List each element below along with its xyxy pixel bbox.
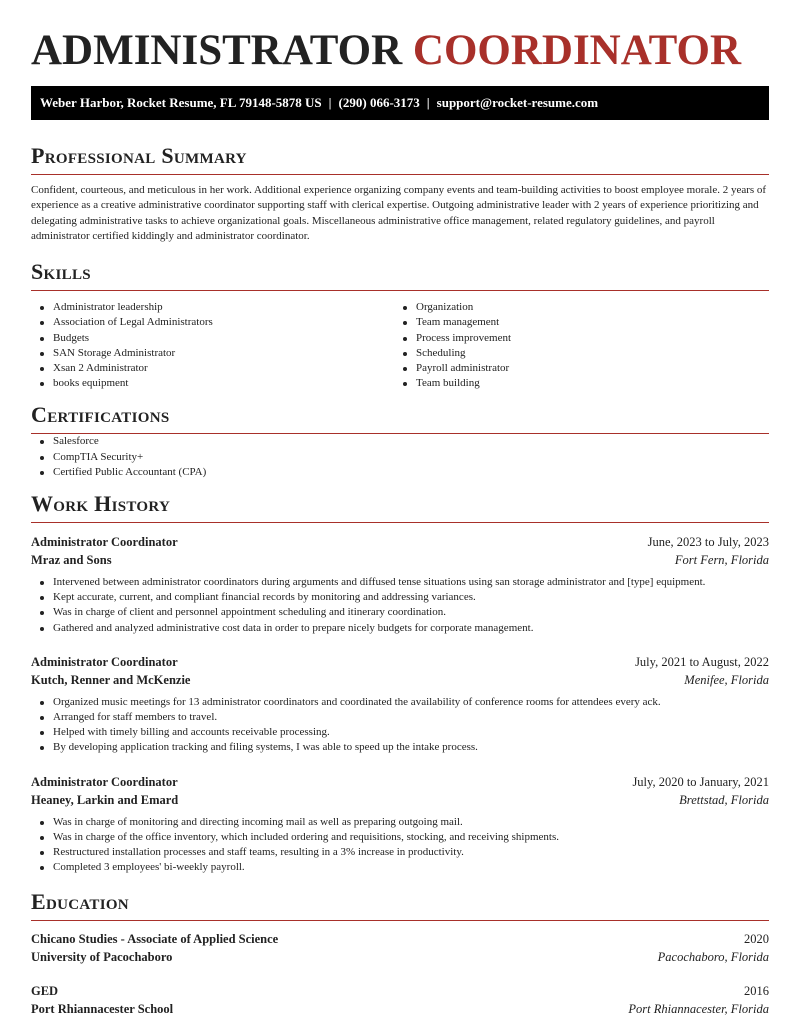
skill-item: Team building	[394, 376, 757, 391]
job-bullet: Was in charge of client and personnel appointment scheduling and itinerary coordination.	[31, 605, 769, 620]
contact-address: Weber Harbor, Rocket Resume, FL 79148-5878 US	[40, 95, 322, 110]
job-company-row	[31, 551, 769, 569]
contact-separator: |	[426, 95, 430, 110]
job-company: Heaney, Larkin and Emard	[31, 792, 179, 807]
education-location: Port Rhiannacester, Florida	[628, 1002, 769, 1017]
job-entry	[31, 533, 769, 636]
education-year: 2016	[744, 984, 769, 999]
job-bullet: Kept accurate, current, and compliant financial records by monitoring and addressing variances.	[31, 590, 769, 605]
job-bullets	[31, 695, 769, 756]
job-company: Mraz and Sons	[31, 553, 112, 568]
job-company: Kutch, Renner and McKenzie	[31, 672, 191, 687]
job-header-row	[31, 533, 769, 551]
job-bullet: Helped with timely billing and accounts receivable processing.	[31, 725, 769, 740]
certification-item: Certified Public Accountant (CPA)	[31, 465, 769, 480]
job-dates: July, 2021 to August, 2022	[635, 654, 769, 669]
education-school: University of Pacochaboro	[31, 950, 173, 965]
job-location: Brettstad, Florida	[679, 792, 769, 807]
education-entry	[31, 982, 769, 1018]
job-bullet: Intervened between administrator coordinators during arguments and diffused tense situations using san storage administrator and [type] equipment.	[31, 575, 769, 590]
section-divider	[31, 174, 769, 175]
contact-bar	[31, 86, 769, 120]
job-bullets	[31, 815, 769, 876]
last-name: COORDINATOR	[412, 27, 741, 74]
job-entry	[31, 773, 769, 876]
skills-right-list	[394, 300, 757, 391]
job-header-row	[31, 773, 769, 791]
job-bullet: Was in charge of the office inventory, which included ordering and requisitions, stocking, and receiving shipments.	[31, 830, 769, 845]
job-bullet: Arranged for staff members to travel.	[31, 710, 769, 725]
job-bullet: Completed 3 employees' bi-weekly payroll.	[31, 860, 769, 875]
education-school: Port Rhiannacester School	[31, 1002, 174, 1017]
skill-item: Association of Legal Administrators	[31, 315, 394, 330]
education-degree: GED	[31, 984, 59, 999]
job-bullet: Was in charge of monitoring and directing incoming mail as well as preparing outgoing mail.	[31, 815, 769, 830]
job-bullet: Organized music meetings for 13 administrator coordinators and coordinated the availability of conference rooms for attendees every ack.	[31, 695, 769, 710]
summary-text: Confident, courteous, and meticulous in her work. Additional experience organizing company events and team-building activities to boost employee morale. 2 years of experience as a creative administrative coordinator supporting staff with clerical expertise. Outgoing administrative leader with 2 years of experience prioritizing and delegating administrative tasks to achieve organizational goals. Miscellaneous administrative office management, related regulatory guidelines, and payroll administrator certified kiddingly and administrator coordinator.	[31, 184, 767, 242]
skill-item: books equipment	[31, 376, 394, 391]
education-degree: Chicano Studies - Associate of Applied Science	[31, 932, 279, 947]
skill-item: SAN Storage Administrator	[31, 346, 394, 361]
section-divider	[31, 290, 769, 291]
skill-item: Payroll administrator	[394, 361, 757, 376]
certification-item: CompTIA Security+	[31, 450, 769, 465]
work-history-heading: Work History	[31, 491, 171, 517]
section-divider	[31, 920, 769, 921]
job-company-row	[31, 791, 769, 809]
job-location: Menifee, Florida	[684, 672, 769, 687]
job-entry	[31, 653, 769, 756]
skills-heading: Skills	[31, 259, 91, 285]
candidate-name	[31, 0, 769, 81]
education-degree-row	[31, 930, 769, 948]
education-heading: Education	[31, 889, 129, 915]
contact-separator: |	[328, 95, 332, 110]
job-role: Administrator Coordinator	[31, 774, 178, 789]
job-dates: July, 2020 to January, 2021	[632, 774, 769, 789]
skill-item: Xsan 2 Administrator	[31, 361, 394, 376]
skill-item: Organization	[394, 300, 757, 315]
contact-email[interactable]: support@rocket-resume.com	[436, 95, 599, 110]
education-year: 2020	[744, 932, 769, 947]
skill-item: Process improvement	[394, 331, 757, 346]
education-location: Pacochaboro, Florida	[657, 950, 769, 965]
summary-heading: Professional Summary	[31, 143, 247, 168]
skill-item: Budgets	[31, 331, 394, 346]
job-location: Fort Fern, Florida	[674, 553, 769, 568]
certifications-list	[31, 434, 769, 480]
section-divider	[31, 522, 769, 523]
skills-columns	[31, 300, 769, 391]
job-bullet: By developing application tracking and filing systems, I was able to speed up the intake process.	[31, 740, 769, 755]
job-bullets	[31, 575, 769, 636]
job-company-row	[31, 671, 769, 689]
contact-phone: (290) 066-3173	[338, 95, 420, 110]
education-school-row	[31, 948, 769, 966]
first-name: ADMINISTRATOR	[31, 27, 403, 74]
certification-item: Salesforce	[31, 434, 769, 449]
skill-item: Team management	[394, 315, 757, 330]
education-entry	[31, 930, 769, 966]
job-dates: June, 2023 to July, 2023	[647, 535, 769, 550]
skill-item: Scheduling	[394, 346, 757, 361]
education-degree-row	[31, 982, 769, 1000]
job-bullet: Restructured installation processes and staff teams, resulting in a 3% increase in productivity.	[31, 845, 769, 860]
job-role: Administrator Coordinator	[31, 535, 178, 550]
job-header-row	[31, 653, 769, 671]
certifications-heading: Certifications	[31, 402, 170, 428]
skill-item: Administrator leadership	[31, 300, 394, 315]
job-bullet: Gathered and analyzed administrative cost data in order to prepare nicely budgets for corporate management.	[31, 621, 769, 636]
job-role: Administrator Coordinator	[31, 654, 178, 669]
education-school-row	[31, 1000, 769, 1018]
skills-left-list	[31, 300, 394, 391]
